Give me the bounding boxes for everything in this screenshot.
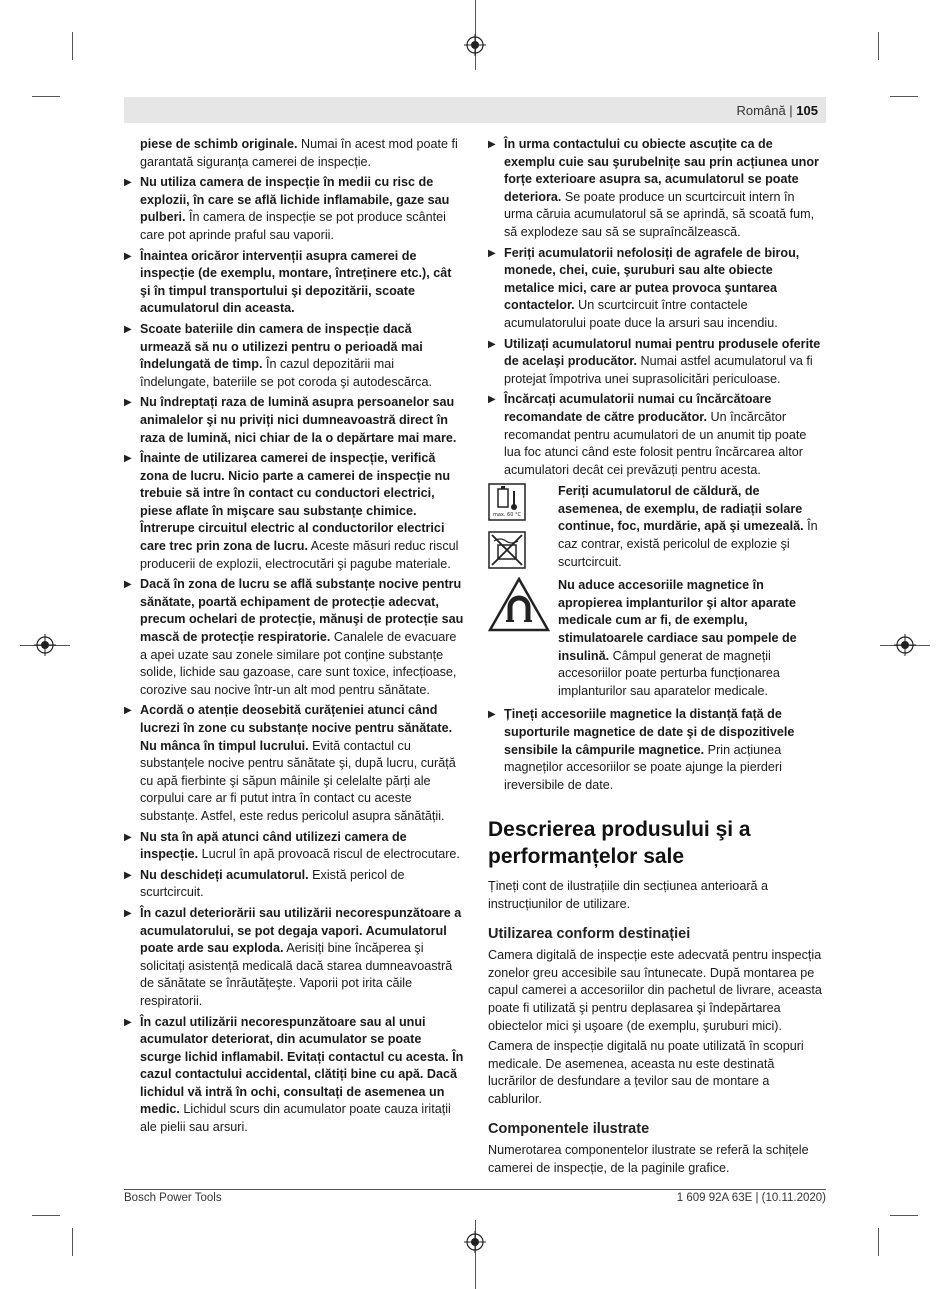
page-number: 105 bbox=[796, 103, 818, 118]
list-item-text: Lucrul în apă provoacă riscul de electrocutare. bbox=[198, 847, 460, 862]
bullet-arrow-icon: ▶ bbox=[124, 705, 132, 717]
magnet-warning bbox=[488, 577, 826, 700]
magnet-warning-text: Câmpul generat de magneții accesoriilor poate perturba funcționarea implanturilor sau aparatelor medicale. bbox=[558, 648, 780, 698]
heat-warning-text: În caz contrar, există pericolul de explozie şi scurtcircuit. bbox=[558, 519, 818, 569]
list-item-bold: Nu deschideți acumulatorul. bbox=[140, 867, 309, 882]
right-items-list bbox=[488, 136, 826, 479]
list-item-text: În camera de inspecție se pot produce scântei care pot aprinde praful sau vaporii. bbox=[140, 210, 446, 242]
subsection-title-intended-use: Utilizarea conform destinației bbox=[488, 925, 691, 942]
header-language: Română bbox=[736, 103, 786, 118]
list-item bbox=[488, 245, 826, 333]
list-item-text: Un încărcător recomandat pentru acumulatori de un anumit tip poate lua foc atunci când este folosit pentru încărcarea altor acumulatori decât cei prevăzuți pentru acesta. bbox=[504, 409, 807, 477]
heat-warning bbox=[488, 483, 826, 571]
max-temperature-icon bbox=[488, 483, 526, 521]
list-item-text: Evită contactul cu substanțele nocive pentru sănătate şi, după lucru, curăță cu apă fierbinte şi săpun mâinile şi celelalte părți ale corpului care ar fi putut intra în contact cu aceste substanțe. Astfel, este redus pericolul asupra sănătății. bbox=[140, 738, 456, 823]
list-item bbox=[488, 391, 826, 479]
registration-mark-icon bbox=[894, 634, 916, 656]
bullet-arrow-icon: ▶ bbox=[124, 323, 132, 335]
list-item-bold: Încărcați acumulatorii numai cu încărcătoare recomandate de către producător. bbox=[504, 392, 772, 424]
list-item-text: Numai astfel acumulatorul va fi protejat împotriva unei suprasolicitări periculoase. bbox=[504, 354, 813, 386]
crop-mark bbox=[878, 1228, 879, 1256]
list-item bbox=[124, 829, 464, 864]
bullet-arrow-icon: ▶ bbox=[124, 177, 132, 189]
list-item-bold: Nu utiliza camera de inspecție în medii cu risc de explozii, în care se află lichide inflamabile, gaze sau pulberi. bbox=[140, 175, 450, 225]
list-item-bold: Înainte de utilizarea camerei de inspecție, verifică zona de lucru. Nicio parte a camerei de inspecție nu trebuie să intre în contact cu conductori electrici, piese aflate în mişcare sau substanțe chimice. Întrerupe circuitul electric al conductorilor electrici care trec prin zona de lucru. bbox=[140, 451, 451, 554]
heat-warning-bold: Feriți acumulatorul de căldură, de asemenea, de exemplu, de radiații solare continue, foc, murdărie, apă şi umezeală. bbox=[558, 484, 804, 534]
list-item-bold: Nu sta în apă atunci când utilizezi camera de inspecție. bbox=[140, 829, 407, 862]
magnet-warning-icons bbox=[488, 577, 552, 639]
bullet-arrow-icon: ▶ bbox=[488, 394, 496, 406]
list-item bbox=[124, 576, 464, 699]
left-column bbox=[124, 136, 464, 1140]
list-item bbox=[124, 450, 464, 573]
page-header: Română | 105 bbox=[736, 103, 818, 118]
footer-brand: Bosch Power Tools bbox=[124, 1192, 222, 1204]
bullet-arrow-icon: ▶ bbox=[488, 709, 496, 721]
bullet-arrow-icon: ▶ bbox=[124, 1016, 132, 1028]
registration-mark-icon bbox=[34, 634, 56, 656]
bullet-arrow-icon: ▶ bbox=[488, 139, 496, 150]
list-item-bold: Scoate bateriile din camera de inspecție dacă urmează să nu o utilizezi pentru o perioadă mai îndelungată de timp. bbox=[140, 321, 423, 372]
registration-mark-icon bbox=[464, 34, 486, 56]
list-item-bold: Înaintea oricăror intervenții asupra camerei de inspecție (de exemplu, montare, întreținere etc.), cât şi în timpul transportului şi depozitării, scoate acumulatorul din aceasta. bbox=[140, 248, 452, 316]
list-item-bold: Acordă o atenție deosebită curățeniei atunci când lucrezi în zone cu substanțe nocive pentru sănătate. Nu mânca în timpul lucrului. bbox=[140, 703, 453, 753]
magnet-hazard-icon bbox=[488, 577, 550, 633]
section-title: Descrierea produsului şi a performanțelor sale bbox=[488, 818, 751, 869]
list-item-bold: În cazul deteriorării sau utilizării necorespunzătoare a acumulatorului, se pot degaja vapori. Acumulatorul poate arde sau exploda. bbox=[140, 905, 462, 956]
bullet-arrow-icon: ▶ bbox=[124, 907, 132, 919]
list-item-text: Un scurtcircuit între contactele acumulatorului poate duce la arsuri sau incendiu. bbox=[504, 298, 778, 330]
intended-use-paragraph-2: Camera de inspecție digitală nu poate utilizată în scopuri medicale. De asemenea, aceasta nu este destinată lucrărilor de desfundare a țevilor sau de montare a cablurilor. bbox=[488, 1039, 804, 1106]
crop-mark bbox=[890, 96, 918, 97]
crop-mark bbox=[32, 1215, 60, 1216]
list-item-bold: În cazul utilizării necorespunzătoare sau al unui acumulator deteriorat, din acumulator se poate scurge lichid inflamabil. Evitați contactul cu acesta. În cazul contactului accidental, clătiți bine cu apă. Dacă lichidul vă intră în ochi, consultați de asemenea un medic. bbox=[140, 1014, 464, 1117]
crop-mark bbox=[72, 1228, 73, 1256]
list-item-bold: Dacă în zona de lucru se află substanțe nocive pentru sănătate, poartă echipament de protecție adecvat, precum ochelari de protecție, mănuşi de protecție sau mască de protecție respiratorie. bbox=[140, 577, 464, 645]
list-item-text: Se poate produce un scurtcircuit intern în urma căruia acumulatorul să se aprindă, să scoată fum, să explodeze sau să se supraîncălzească. bbox=[504, 189, 815, 239]
no-water-icon bbox=[488, 531, 526, 569]
intended-use-paragraph-1: Camera digitală de inspecție este adecvată pentru inspecția zonelor greu accesibile sau întunecate. După montarea pe capul camerei a accesoriilor din pachetul de livrare, aceasta poate fi utilizată şi pentru deplasarea şi îndepărtarea obiectelor mici şi uşoare (de exemplu, şuruburi mici). bbox=[488, 948, 822, 1033]
list-item-bold: Feriți acumulatorii nefolosiți de agrafele de birou, monede, chei, cuie, şuruburi sau alte obiecte metalice mici, care ar putea provoca şuntarea contactelor. bbox=[504, 245, 800, 313]
crop-mark bbox=[878, 32, 879, 60]
crop-mark bbox=[72, 32, 73, 60]
list-item bbox=[124, 905, 464, 1011]
list-item bbox=[124, 867, 464, 902]
list-item-text: Canalele de evacuare a apei uzate sau zonele similare pot conține substanțe solide, lichide sau gazoase, care sunt toxice, infecțioase, corozive sau nocive într-un alt mod pentru sănătate. bbox=[140, 630, 457, 697]
bullet-arrow-icon: ▶ bbox=[488, 247, 496, 259]
header-bar bbox=[124, 97, 826, 123]
registration-mark-icon bbox=[464, 1231, 486, 1253]
list-item bbox=[124, 248, 464, 318]
magnet-warning-bold: Nu aduce accesoriile magnetice în apropierea implanturilor şi altor aparate medicale cum ar fi, de exemplu, stimulatoarele cardiace sau pompele de insulină. bbox=[558, 578, 797, 663]
list-item-bold: În urma contactului cu obiecte ascuțite ca de exemplu cuie sau şurubelnițe sau prin acțiunea unor forțe exterioare asupra sa, acumulatorul se poate deteriora. bbox=[504, 137, 819, 204]
crop-mark bbox=[890, 1215, 918, 1216]
bullet-arrow-icon: ▶ bbox=[124, 831, 132, 843]
left-items-list bbox=[124, 174, 464, 1136]
subsection-title-components: Componentele ilustrate bbox=[488, 1120, 650, 1137]
heat-warning-icons bbox=[488, 483, 528, 578]
bullet-arrow-icon: ▶ bbox=[124, 250, 132, 262]
list-item-bold: Utilizați acumulatorul numai pentru produsele oferite de acelaşi producător. bbox=[504, 336, 821, 369]
list-item bbox=[124, 174, 464, 244]
list-item-text: Lichidul scurs din acumulator poate cauza iritații ale pielii sau arsuri. bbox=[140, 1102, 451, 1135]
footer-doc-number: 1 609 92A 63E | (10.11.2020) bbox=[676, 1192, 826, 1204]
list-item-text: Prin acțiunea magneților accesoriilor se poate ajunge la pierderi ireversibile de date. bbox=[504, 742, 782, 792]
list-item-magnetic bbox=[488, 706, 826, 794]
bullet-arrow-icon: ▶ bbox=[124, 869, 132, 881]
intro-text: Numai în acest mod poate fi garantată siguranța camerei de inspecție. bbox=[140, 137, 458, 169]
list-item-text: În cazul depozitării mai îndelungate, bateriile se pot coroda şi autodescărca. bbox=[140, 357, 432, 389]
list-item-bold: Nu îndreptați raza de lumină asupra persoanelor sau animalelor şi nu priviți nici dumneavoastră direct în raza de lumină, nici chiar de la o depărtare mai mare. bbox=[140, 395, 457, 445]
components-paragraph: Numerotarea componentelor ilustrate se referă la schițele camerei de inspecție, de la paginile grafice. bbox=[488, 1143, 809, 1175]
bullet-arrow-icon: ▶ bbox=[124, 397, 132, 409]
list-item bbox=[124, 1014, 464, 1137]
right-column bbox=[488, 136, 826, 1180]
list-item-bold: Țineți accesoriile magnetice la distanță față de suporturile magnetice de date şi de dispozitivele sensibile la câmpurile magnetice. bbox=[504, 707, 795, 757]
intro-paragraph bbox=[140, 136, 464, 171]
intro-bold: piese de schimb originale. bbox=[140, 137, 298, 151]
list-item-text: Există pericol de scurtcircuit. bbox=[140, 867, 405, 900]
list-item-text: Aerisiți bine încăperea şi solicitați asistență medicală dacă starea dumneavoastră de sănătate se înrăutățeşte. Vaporii pot irita căile respiratorii. bbox=[140, 941, 453, 1008]
bullet-arrow-icon: ▶ bbox=[488, 338, 496, 350]
list-item bbox=[124, 702, 464, 825]
list-item-text: Aceste măsuri reduc riscul producerii de explozii, electrocutări şi pagube materiale. bbox=[140, 539, 459, 571]
temperature-label: max. 60 °C bbox=[492, 512, 522, 519]
list-item bbox=[488, 136, 826, 242]
list-item bbox=[124, 321, 464, 391]
section-intro: Țineți cont de ilustrațiile din secțiunea anterioară a instrucțiunilor de utilizare. bbox=[488, 879, 769, 911]
list-item bbox=[488, 336, 826, 389]
bullet-arrow-icon: ▶ bbox=[124, 453, 132, 465]
footer-divider bbox=[124, 1189, 826, 1190]
crop-mark bbox=[32, 96, 60, 97]
list-item bbox=[124, 394, 464, 447]
bullet-arrow-icon: ▶ bbox=[124, 579, 132, 591]
